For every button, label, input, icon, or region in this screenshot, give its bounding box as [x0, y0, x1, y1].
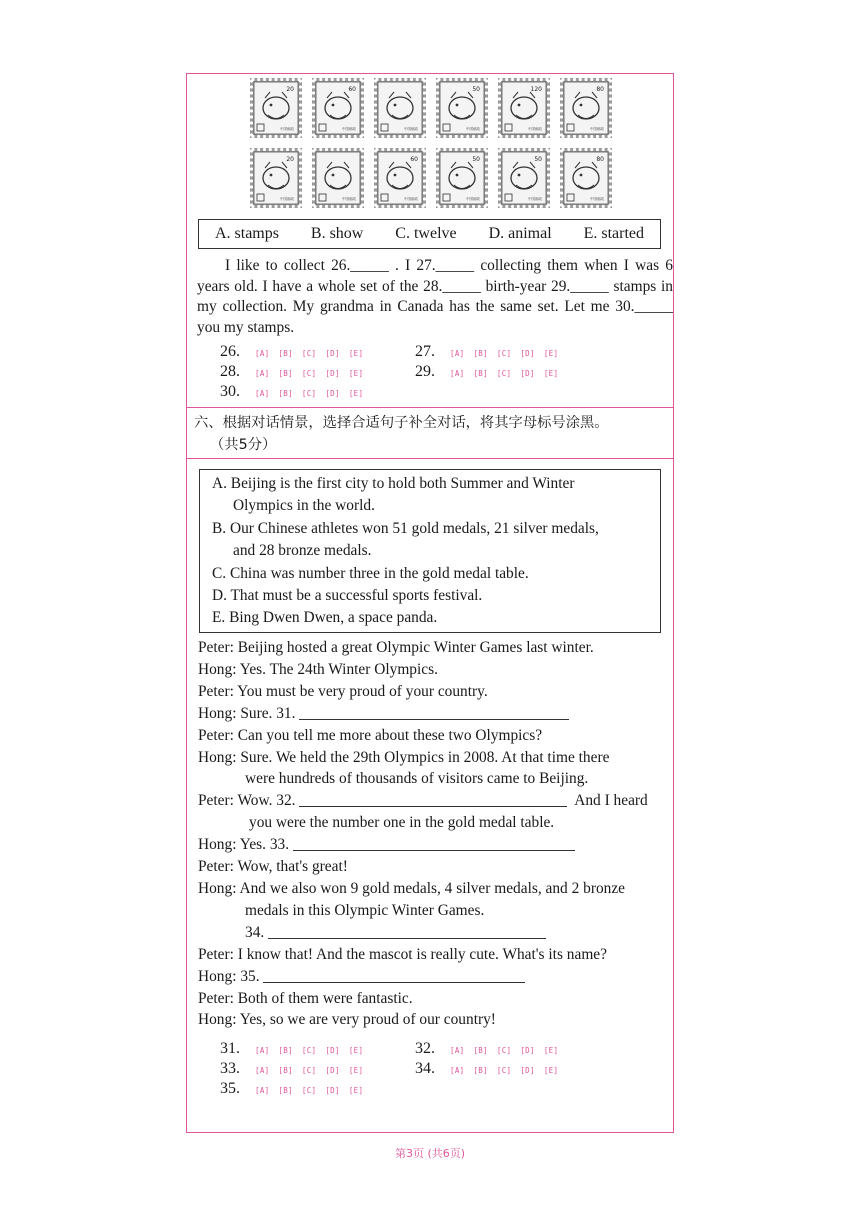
answer-bubble[interactable]: [B]	[473, 369, 488, 378]
dialogue-line	[198, 834, 674, 856]
question-number: 33.	[220, 1060, 240, 1077]
answer-bubble[interactable]: [D]	[325, 1046, 340, 1055]
svg-text:中国邮政: 中国邮政	[404, 197, 418, 201]
question-number: 34.	[415, 1060, 435, 1077]
answer-bubble[interactable]: [B]	[473, 1046, 488, 1055]
svg-text:20: 20	[286, 86, 294, 93]
answer-row-35	[220, 1080, 363, 1098]
option-d: D. That must be a successful sports festival.	[212, 587, 483, 605]
snake-stamp-icon	[560, 78, 612, 138]
svg-text:中国邮政: 中国邮政	[528, 127, 542, 131]
answer-bubble[interactable]: [C]	[496, 1066, 512, 1075]
answer-bubble[interactable]: [C]	[496, 1046, 512, 1055]
answer-bubble[interactable]: [B]	[278, 1086, 293, 1095]
answer-bubble[interactable]: [D]	[325, 349, 340, 358]
answer-row-31	[220, 1040, 363, 1058]
answer-bubble[interactable]: [A]	[450, 1046, 465, 1055]
word-bank	[198, 219, 661, 249]
dialogue	[198, 637, 674, 1031]
dialogue-line: Peter: Both of them were fantastic.	[198, 989, 413, 1007]
answer-bubble[interactable]: [A]	[255, 1066, 270, 1075]
question-number: 35.	[220, 1080, 240, 1097]
dialogue-line	[198, 790, 674, 812]
word-option: C. twelve	[395, 225, 457, 242]
answer-row-27	[415, 343, 558, 361]
section-title	[194, 412, 674, 456]
section-title-text: 六、根据对话情景，选择合适句子补全对话，将其字母标号涂黑。	[194, 415, 609, 431]
answer-bubble[interactable]: [E]	[348, 349, 364, 358]
dialogue-text: And I heard	[574, 792, 648, 810]
passage-text: I like to collect 26._____ . I 27._____ collecting them when I was 6 years old. I have a whole set of the 28._____ birth-year 29._____ stamps in my collection. My grandma in Canada has the same set. Let me 30._____ you my stamps.	[197, 257, 673, 336]
answer-bubble[interactable]: [B]	[473, 1066, 488, 1075]
ox-stamp-icon	[312, 78, 364, 138]
svg-text:60: 60	[348, 86, 356, 93]
answer-blank-33[interactable]	[293, 836, 575, 851]
svg-text:中国邮政: 中国邮政	[528, 197, 542, 201]
section-divider	[187, 458, 673, 459]
answer-bubble[interactable]: [D]	[520, 1066, 535, 1075]
tiger-stamp-icon	[374, 78, 426, 138]
answer-bubble[interactable]: [A]	[255, 389, 270, 398]
dialogue-line: Peter: Wow, that's great!	[198, 858, 348, 876]
answer-bubble[interactable]: [E]	[543, 369, 559, 378]
answer-bubble[interactable]: [E]	[543, 1066, 559, 1075]
dialogue-text: Peter: Wow. 32.	[198, 792, 296, 810]
answer-bubble[interactable]: [D]	[520, 349, 535, 358]
word-option: A. stamps	[214, 225, 279, 242]
dialogue-line: Hong: Yes, so we are very proud of our country!	[198, 1011, 496, 1029]
sentence-options	[199, 469, 661, 633]
answer-bubble[interactable]: [B]	[278, 1046, 293, 1055]
option-a: A. Beijing is the first city to hold both Summer and Winter	[212, 475, 575, 492]
svg-text:60: 60	[410, 156, 418, 163]
rooster-stamp-icon	[436, 148, 488, 208]
goat-stamp-icon	[312, 148, 364, 208]
svg-text:50: 50	[472, 156, 480, 163]
dragon-stamp-icon	[498, 78, 550, 138]
answer-bubble[interactable]: [B]	[278, 1066, 293, 1075]
option-e: E. Bing Dwen Dwen, a space panda.	[212, 609, 438, 627]
dialogue-line: Hong: Sure. We held the 29th Olympics in 2008. At that time there	[198, 748, 610, 766]
svg-text:中国邮政: 中国邮政	[590, 127, 604, 131]
answer-bubble[interactable]: [E]	[348, 369, 364, 378]
svg-text:中国邮政: 中国邮政	[466, 197, 480, 201]
answer-bubble[interactable]: [A]	[450, 369, 465, 378]
dialogue-line: Peter: Can you tell me more about these two Olympics?	[198, 726, 543, 744]
option-c: C. China was number three in the gold medal table.	[212, 564, 529, 582]
word-option: B. show	[310, 225, 364, 242]
answer-bubble[interactable]: [B]	[278, 349, 293, 358]
dialogue-line: Peter: Beijing hosted a great Olympic Winter Games last winter.	[198, 639, 594, 656]
question-number: 31.	[220, 1040, 240, 1057]
answer-blank-32[interactable]	[299, 792, 567, 807]
option-b-cont: and 28 bronze medals.	[233, 542, 372, 560]
dialogue-line: Hong: And we also won 9 gold medals, 4 silver medals, and 2 bronze	[198, 879, 626, 897]
section-divider	[187, 407, 673, 408]
question-number: 30.	[220, 383, 240, 400]
dialogue-text: Hong: Sure. 31.	[198, 704, 296, 722]
answer-bubble[interactable]: [E]	[348, 1046, 364, 1055]
answer-blank-31[interactable]	[299, 705, 569, 720]
answer-bubble[interactable]: [C]	[301, 369, 317, 378]
dialogue-text: 34.	[245, 923, 265, 941]
answer-bubble[interactable]: [E]	[543, 1046, 559, 1055]
page-footer: 第3页 (共6页)	[394, 1147, 466, 1160]
svg-text:50: 50	[472, 86, 480, 93]
svg-text:80: 80	[596, 156, 604, 163]
question-number: 27.	[415, 343, 435, 360]
answer-row-33	[220, 1060, 363, 1078]
answer-bubble[interactable]: [A]	[450, 1066, 465, 1075]
pig-stamp-icon	[560, 148, 612, 208]
answer-row-30	[220, 383, 363, 401]
word-option: D. animal	[488, 225, 552, 242]
rabbit-stamp-icon	[436, 78, 488, 138]
dialogue-line	[198, 966, 674, 988]
answer-bubble[interactable]: [D]	[325, 1066, 340, 1075]
answer-row-26	[220, 343, 363, 361]
answer-bubble[interactable]: [A]	[450, 349, 465, 358]
svg-text:中国邮政: 中国邮政	[590, 197, 604, 201]
answer-row-29	[415, 363, 558, 381]
word-option: E. started	[583, 225, 645, 242]
answer-bubble[interactable]: [C]	[301, 389, 317, 398]
dialogue-line	[198, 922, 674, 944]
section-score: （共5分）	[210, 437, 277, 453]
answer-bubble[interactable]: [C]	[496, 349, 512, 358]
svg-text:中国邮政: 中国邮政	[342, 127, 356, 131]
answer-bubble[interactable]: [D]	[520, 1046, 535, 1055]
answer-bubble[interactable]: [A]	[255, 1046, 270, 1055]
option-b: B. Our Chinese athletes won 51 gold medals, 21 silver medals,	[212, 519, 599, 537]
cloze-passage	[197, 256, 673, 338]
question-number: 26.	[220, 343, 240, 360]
svg-text:120: 120	[530, 86, 542, 93]
rat-stamp-icon	[250, 78, 302, 138]
answer-bubble[interactable]: [E]	[348, 1066, 364, 1075]
answer-bubble[interactable]: [E]	[348, 389, 364, 398]
answer-blank-35[interactable]	[263, 968, 525, 983]
answer-bubble[interactable]: [D]	[520, 369, 535, 378]
question-number: 29.	[415, 363, 435, 380]
svg-text:中国邮政: 中国邮政	[466, 127, 480, 131]
dialogue-line: were hundreds of thousands of visitors came to Beijing.	[245, 770, 589, 788]
dog-stamp-icon	[498, 148, 550, 208]
answer-bubble[interactable]: [A]	[255, 1086, 270, 1095]
zodiac-stamps	[250, 78, 612, 212]
answer-bubble[interactable]: [C]	[301, 349, 317, 358]
svg-text:80: 80	[596, 86, 604, 93]
answer-row-28	[220, 363, 363, 381]
answer-bubble[interactable]: [A]	[255, 369, 270, 378]
answer-row-32	[415, 1040, 558, 1058]
answer-row-34	[415, 1060, 558, 1078]
answer-bubble[interactable]: [C]	[301, 1086, 317, 1095]
answer-bubble[interactable]: [E]	[543, 349, 559, 358]
monkey-stamp-icon	[374, 148, 426, 208]
svg-text:中国邮政: 中国邮政	[404, 127, 418, 131]
answer-bubble[interactable]: [D]	[325, 1086, 340, 1095]
answer-bubble[interactable]: [D]	[325, 389, 340, 398]
answer-bubble[interactable]: [C]	[301, 1046, 317, 1055]
svg-text:50: 50	[534, 156, 542, 163]
dialogue-line: Peter: You must be very proud of your country.	[198, 682, 488, 700]
svg-text:20: 20	[286, 156, 294, 163]
dialogue-line: Peter: I know that! And the mascot is really cute. What's its name?	[198, 945, 607, 963]
answer-bubble[interactable]: [B]	[473, 349, 488, 358]
dialogue-line	[198, 703, 674, 725]
dialogue-text: Hong: 35.	[198, 967, 260, 985]
svg-text:中国邮政: 中国邮政	[280, 197, 294, 201]
answer-bubble[interactable]: [D]	[325, 369, 340, 378]
answer-bubble[interactable]: [E]	[348, 1086, 364, 1095]
option-a-cont: Olympics in the world.	[233, 497, 375, 515]
svg-text:中国邮政: 中国邮政	[280, 127, 294, 131]
answer-blank-34[interactable]	[268, 924, 546, 939]
horse-stamp-icon	[250, 148, 302, 208]
answer-bubble[interactable]: [B]	[278, 369, 293, 378]
question-number: 28.	[220, 363, 240, 380]
answer-bubble[interactable]: [A]	[255, 349, 270, 358]
dialogue-line: you were the number one in the gold medal table.	[249, 814, 555, 832]
dialogue-line: medals in this Olympic Winter Games.	[245, 901, 485, 919]
answer-bubble[interactable]: [B]	[278, 389, 293, 398]
question-number: 32.	[415, 1040, 435, 1057]
dialogue-text: Hong: Yes. 33.	[198, 836, 290, 854]
answer-bubble[interactable]: [C]	[301, 1066, 317, 1075]
dialogue-line: Hong: Yes. The 24th Winter Olympics.	[198, 660, 438, 678]
answer-bubble[interactable]: [C]	[496, 369, 512, 378]
svg-text:中国邮政: 中国邮政	[342, 197, 356, 201]
